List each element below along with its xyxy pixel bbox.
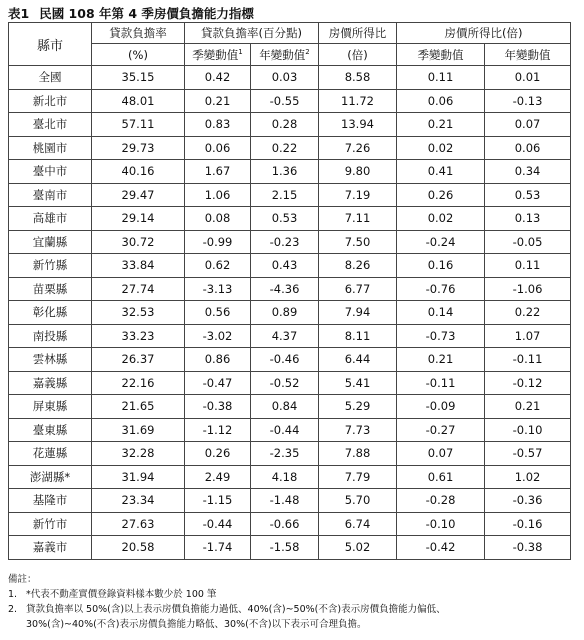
cell-pir-yearly: 0.07 [485,113,571,137]
cell-loan-ratio: 27.63 [92,512,185,536]
cell-pir: 8.58 [319,66,397,90]
header-pir-unit: (倍) [319,44,397,66]
cell-loan-ratio: 23.34 [92,489,185,513]
cell-pir-quarterly: -0.09 [397,395,485,419]
cell-pir-quarterly: 0.14 [397,301,485,325]
cell-pir-quarterly: -0.11 [397,371,485,395]
cell-pir-yearly: -0.12 [485,371,571,395]
cell-loan-quarterly: -1.12 [185,418,251,442]
cell-loan-ratio: 26.37 [92,348,185,372]
cell-pir-quarterly: 0.06 [397,89,485,113]
cell-city: 苗栗縣 [9,277,92,301]
cell-loan-ratio: 48.01 [92,89,185,113]
cell-pir: 6.74 [319,512,397,536]
header-city: 縣市 [9,23,92,66]
cell-pir-yearly: -0.57 [485,442,571,466]
table-row [9,136,571,160]
cell-loan-quarterly: -0.44 [185,512,251,536]
header-loan-ratio-change: 貸款負擔率(百分點) [185,23,319,44]
cell-pir: 11.72 [319,89,397,113]
cell-pir: 5.70 [319,489,397,513]
cell-loan-yearly: -2.35 [251,442,319,466]
table-row [9,277,571,301]
header-pir: 房價所得比 [319,23,397,44]
cell-loan-quarterly: 0.86 [185,348,251,372]
cell-loan-ratio: 30.72 [92,230,185,254]
cell-pir-quarterly: -0.42 [397,536,485,560]
cell-city: 嘉義市 [9,536,92,560]
cell-pir-yearly: -0.11 [485,348,571,372]
header-row-2 [9,44,571,66]
note-number: 1. [8,589,18,600]
cell-pir-quarterly: -0.73 [397,324,485,348]
cell-loan-yearly: -1.48 [251,489,319,513]
cell-loan-quarterly: 0.21 [185,89,251,113]
cell-pir-quarterly: -0.76 [397,277,485,301]
cell-pir: 7.88 [319,442,397,466]
header-yearly-change: 年變動值$^2$ [251,44,319,66]
cell-pir-yearly: 1.02 [485,465,571,489]
cell-loan-yearly: 2.15 [251,183,319,207]
table-row [9,324,571,348]
cell-loan-ratio: 32.28 [92,442,185,466]
table-row [9,465,571,489]
table-body [9,66,571,560]
cell-city: 基隆市 [9,489,92,513]
cell-loan-yearly: -0.23 [251,230,319,254]
cell-pir-yearly: 0.34 [485,160,571,184]
notes-label: 備註： [8,574,37,585]
cell-pir: 7.50 [319,230,397,254]
cell-city: 新竹市 [9,512,92,536]
cell-pir-quarterly: 0.02 [397,207,485,231]
cell-loan-ratio: 31.69 [92,418,185,442]
cell-city: 澎湖縣* [9,465,92,489]
cell-pir-yearly: -0.10 [485,418,571,442]
cell-city: 新竹縣 [9,254,92,278]
header-pir-yearly: 年變動值 [485,44,571,66]
cell-loan-quarterly: -0.38 [185,395,251,419]
table-row [9,89,571,113]
note-text: *代表不動產實價登錄資料樣本數少於 100 筆 [26,589,217,600]
cell-loan-quarterly: 0.56 [185,301,251,325]
cell-pir-quarterly: 0.41 [397,160,485,184]
header-quarterly-change: 季變動值$^1$ [185,44,251,66]
cell-pir-quarterly: 0.16 [397,254,485,278]
cell-city: 高雄市 [9,207,92,231]
cell-loan-quarterly: -1.74 [185,536,251,560]
cell-loan-yearly: 1.36 [251,160,319,184]
table-row [9,536,571,560]
cell-pir-quarterly: -0.10 [397,512,485,536]
cell-pir: 5.02 [319,536,397,560]
cell-loan-ratio: 29.14 [92,207,185,231]
cell-city: 新北市 [9,89,92,113]
cell-loan-quarterly: -1.15 [185,489,251,513]
cell-city: 雲林縣 [9,348,92,372]
table-row [9,183,571,207]
cell-loan-yearly: 0.28 [251,113,319,137]
table-row [9,489,571,513]
cell-pir: 8.26 [319,254,397,278]
table-row [9,301,571,325]
table-title-text: 民國 108 年第 4 季房價負擔能力指標 [39,6,254,21]
cell-loan-ratio: 29.73 [92,136,185,160]
table-row [9,113,571,137]
table-title [8,4,254,22]
cell-pir-quarterly: -0.28 [397,489,485,513]
table-number: 表1 [8,6,30,21]
cell-loan-yearly: 4.18 [251,465,319,489]
cell-loan-quarterly: 0.08 [185,207,251,231]
cell-city: 全國 [9,66,92,90]
cell-loan-quarterly: -0.47 [185,371,251,395]
cell-pir: 7.11 [319,207,397,231]
table-row [9,230,571,254]
cell-loan-ratio: 21.65 [92,395,185,419]
cell-loan-yearly: 0.53 [251,207,319,231]
cell-loan-yearly: -0.44 [251,418,319,442]
header-row-1 [9,23,571,44]
cell-city: 花蓮縣 [9,442,92,466]
cell-loan-ratio: 33.23 [92,324,185,348]
footnote-marker-1: 1 [238,47,243,56]
cell-loan-ratio: 35.15 [92,66,185,90]
cell-pir-yearly: 0.06 [485,136,571,160]
cell-pir-yearly: -0.05 [485,230,571,254]
cell-pir-yearly: 0.01 [485,66,571,90]
cell-pir-yearly: 1.07 [485,324,571,348]
cell-loan-yearly: -0.66 [251,512,319,536]
cell-pir: 7.19 [319,183,397,207]
cell-loan-yearly: -1.58 [251,536,319,560]
table-row [9,442,571,466]
note-number: 2. [8,604,18,615]
cell-loan-yearly: -4.36 [251,277,319,301]
cell-loan-quarterly: 2.49 [185,465,251,489]
cell-pir: 5.29 [319,395,397,419]
cell-loan-yearly: -0.46 [251,348,319,372]
cell-loan-yearly: 0.43 [251,254,319,278]
cell-pir: 9.80 [319,160,397,184]
cell-pir: 6.44 [319,348,397,372]
cell-pir-quarterly: -0.24 [397,230,485,254]
table-row [9,418,571,442]
cell-pir-yearly: -0.36 [485,489,571,513]
cell-loan-yearly: -0.55 [251,89,319,113]
cell-city: 桃園市 [9,136,92,160]
cell-loan-quarterly: 0.62 [185,254,251,278]
cell-pir-quarterly: 0.21 [397,113,485,137]
cell-pir: 8.11 [319,324,397,348]
cell-loan-ratio: 27.74 [92,277,185,301]
table-row [9,254,571,278]
table-row [9,512,571,536]
cell-loan-ratio: 29.47 [92,183,185,207]
note-item [8,602,446,617]
cell-loan-yearly: 0.89 [251,301,319,325]
cell-loan-quarterly: -0.99 [185,230,251,254]
cell-city: 臺南市 [9,183,92,207]
header-pir-change: 房價所得比(倍) [397,23,571,44]
cell-pir: 13.94 [319,113,397,137]
cell-loan-ratio: 20.58 [92,536,185,560]
cell-pir-quarterly: 0.61 [397,465,485,489]
header-loan-ratio-unit: (%) [92,44,185,66]
cell-pir-quarterly: 0.21 [397,348,485,372]
cell-pir-yearly: -0.16 [485,512,571,536]
note-item [8,587,446,602]
cell-pir-yearly: 0.22 [485,301,571,325]
cell-pir: 7.79 [319,465,397,489]
note-text-continued: 30%(含)~40%(不含)表示房價負擔能力略低、30%(不含)以下表示可合理負擔。 [26,619,367,630]
cell-pir-quarterly: 0.07 [397,442,485,466]
cell-loan-ratio: 32.53 [92,301,185,325]
cell-pir-quarterly: 0.11 [397,66,485,90]
affordability-table [8,22,571,560]
cell-city: 臺東縣 [9,418,92,442]
cell-pir: 7.73 [319,418,397,442]
cell-city: 彰化縣 [9,301,92,325]
cell-pir-quarterly: -0.27 [397,418,485,442]
cell-loan-ratio: 40.16 [92,160,185,184]
cell-loan-quarterly: 1.67 [185,160,251,184]
note-text: 貸款負擔率以 50%(含)以上表示房價負擔能力過低、40%(含)~50%(不含)表示房價負擔能力偏低、 [26,604,446,615]
cell-city: 宜蘭縣 [9,230,92,254]
cell-pir: 7.26 [319,136,397,160]
cell-city: 南投縣 [9,324,92,348]
cell-loan-ratio: 31.94 [92,465,185,489]
cell-loan-ratio: 57.11 [92,113,185,137]
cell-pir-yearly: 0.13 [485,207,571,231]
cell-loan-yearly: 4.37 [251,324,319,348]
cell-loan-quarterly: -3.13 [185,277,251,301]
table-row [9,371,571,395]
cell-loan-yearly: -0.52 [251,371,319,395]
cell-loan-ratio: 33.84 [92,254,185,278]
cell-pir-yearly: 0.21 [485,395,571,419]
cell-pir-yearly: 0.53 [485,183,571,207]
footnote-marker-2: 2 [305,47,310,56]
cell-pir: 6.77 [319,277,397,301]
cell-pir: 5.41 [319,371,397,395]
table-row [9,66,571,90]
cell-city: 嘉義縣 [9,371,92,395]
cell-loan-quarterly: 0.26 [185,442,251,466]
table-row [9,395,571,419]
cell-loan-yearly: 0.84 [251,395,319,419]
table-row [9,348,571,372]
cell-pir-quarterly: 0.02 [397,136,485,160]
cell-city: 臺中市 [9,160,92,184]
notes [8,572,446,632]
header-loan-ratio: 貸款負擔率 [92,23,185,44]
table-row [9,160,571,184]
cell-loan-quarterly: -3.02 [185,324,251,348]
cell-pir: 7.94 [319,301,397,325]
cell-loan-quarterly: 1.06 [185,183,251,207]
cell-pir-yearly: 0.11 [485,254,571,278]
cell-loan-ratio: 22.16 [92,371,185,395]
table-row [9,207,571,231]
cell-city: 屏東縣 [9,395,92,419]
cell-loan-quarterly: 0.42 [185,66,251,90]
cell-loan-yearly: 0.03 [251,66,319,90]
cell-pir-quarterly: 0.26 [397,183,485,207]
cell-pir-yearly: -1.06 [485,277,571,301]
cell-loan-quarterly: 0.83 [185,113,251,137]
cell-city: 臺北市 [9,113,92,137]
cell-loan-yearly: 0.22 [251,136,319,160]
cell-loan-quarterly: 0.06 [185,136,251,160]
cell-pir-yearly: -0.38 [485,536,571,560]
header-pir-quarterly: 季變動值 [397,44,485,66]
cell-pir-yearly: -0.13 [485,89,571,113]
